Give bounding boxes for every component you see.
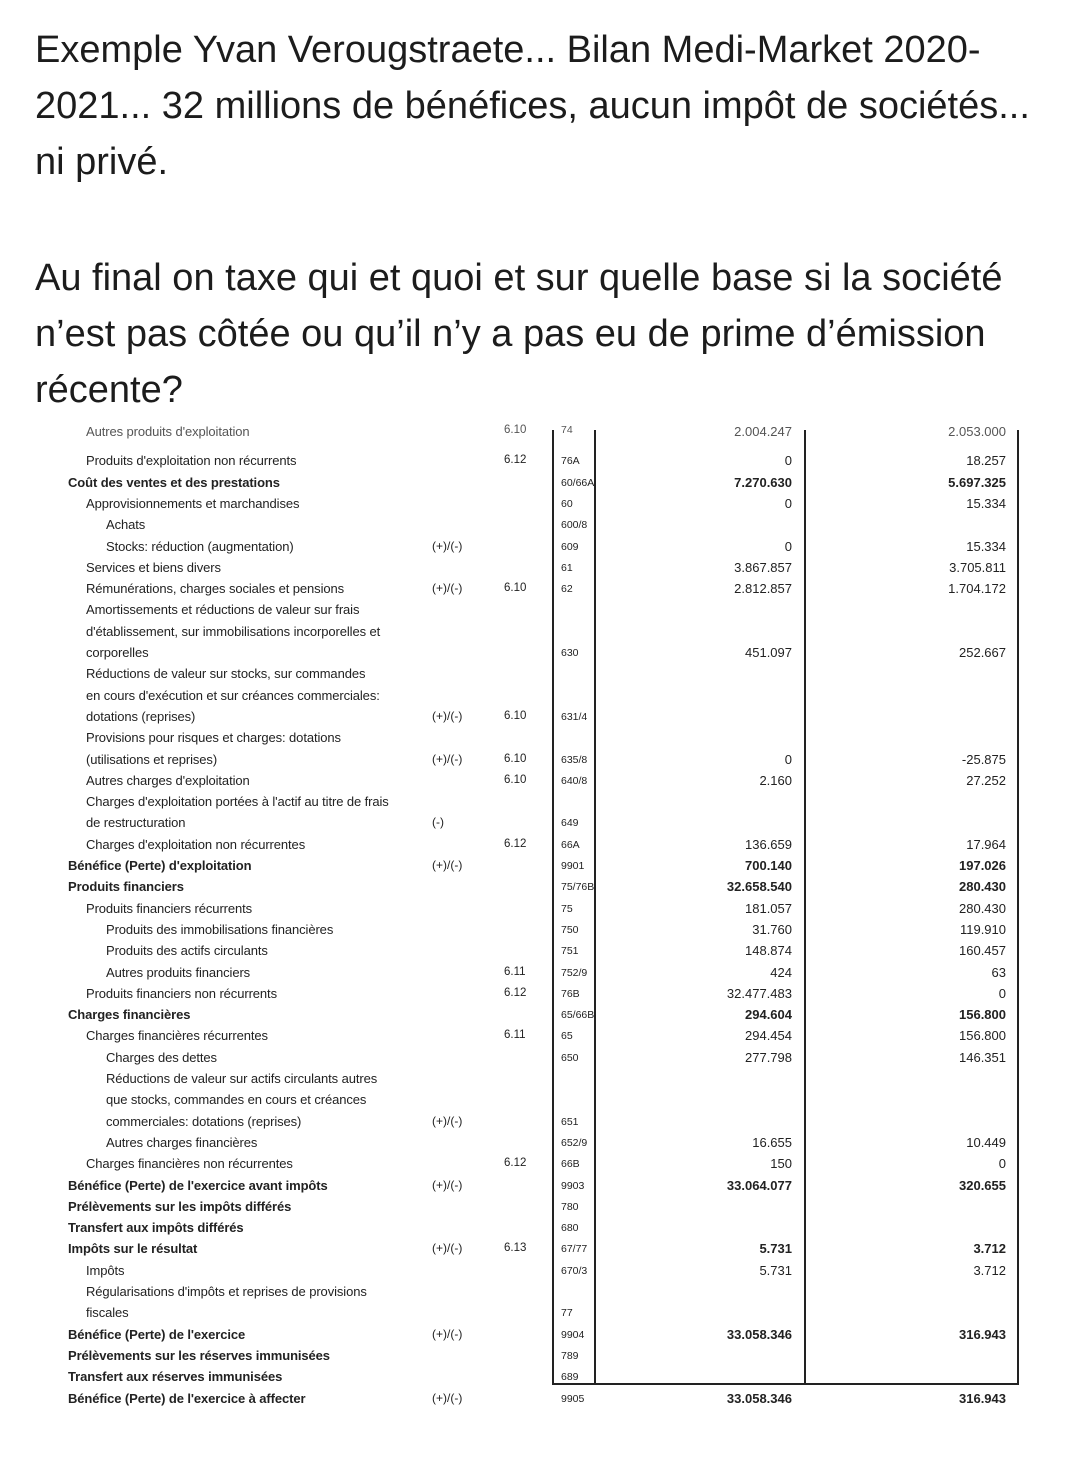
value-current-year: 700.140	[745, 858, 792, 873]
statement-row	[64, 537, 1020, 558]
row-code: 76B	[561, 987, 580, 1000]
row-code: 65	[561, 1030, 573, 1043]
statement-row	[64, 494, 1020, 515]
row-code: 9904	[561, 1328, 585, 1341]
statement-row	[64, 877, 1020, 898]
value-previous-year: 0	[998, 985, 1006, 1001]
value-current-year: 294.604	[745, 1007, 792, 1023]
row-code: 66B	[561, 1158, 580, 1171]
row-label: Prélèvements sur les impôts différés	[68, 1198, 292, 1214]
value-current-year: 2.812.857	[734, 581, 792, 597]
row-label: Charges d'exploitation non récurrentes	[86, 836, 306, 852]
statement-row	[64, 1389, 1020, 1410]
value-previous-year: 2.053.000	[948, 424, 1006, 439]
row-code: 66A	[561, 838, 580, 851]
row-label: Achats	[106, 517, 146, 533]
row-label: Produits financiers	[68, 879, 184, 895]
row-label: Produits financiers non récurrents	[86, 985, 277, 1001]
row-code: 9901	[561, 860, 585, 872]
value-current-year: 32.477.483	[726, 985, 792, 1001]
statement-row	[64, 1303, 1020, 1324]
statement-row	[64, 750, 1020, 771]
statement-row	[64, 1176, 1020, 1197]
statement-row	[64, 473, 1020, 494]
value-current-year: 424	[770, 964, 792, 980]
row-sign: (+)/(-)	[432, 751, 463, 766]
row-label: Produits d'exploitation non récurrents	[86, 453, 297, 469]
row-code: 680	[561, 1222, 579, 1235]
row-code: 62	[561, 583, 573, 596]
row-note: 6.10	[504, 752, 527, 765]
row-code: 75/76B	[561, 881, 595, 894]
row-label: Charges des dettes	[106, 1049, 217, 1065]
row-label: Bénéfice (Perte) de l'exercice avant impôts	[68, 1177, 328, 1193]
value-previous-year: 119.910	[959, 921, 1006, 937]
statement-row	[64, 600, 1020, 621]
value-previous-year: 252.667	[959, 645, 1006, 660]
row-label: Bénéfice (Perte) de l'exercice à affecter	[68, 1390, 306, 1406]
statement-row	[64, 963, 1020, 984]
statement-row	[64, 1197, 1020, 1218]
statement-row	[64, 1112, 1020, 1133]
value-previous-year: 156.800	[959, 1028, 1006, 1044]
statement-row	[64, 984, 1020, 1005]
row-code: 65/66B	[561, 1009, 595, 1022]
row-sign: (+)/(-)	[432, 1177, 463, 1192]
value-current-year: 150	[770, 1156, 792, 1172]
row-label: Réductions de valeur sur stocks, sur commandes	[86, 666, 366, 682]
value-current-year: 33.058.346	[726, 1326, 792, 1342]
row-label: Bénéfice (Perte) d'exploitation	[68, 858, 252, 873]
row-label: Produits des actifs circulants	[106, 943, 268, 959]
statement-row	[64, 792, 1020, 813]
row-code: 750	[561, 923, 579, 936]
statement-row	[64, 515, 1020, 536]
statement-row	[64, 579, 1020, 600]
row-code: 751	[561, 945, 579, 958]
value-current-year: 7.270.630	[734, 474, 792, 490]
row-label: Approvisionnements et marchandises	[86, 495, 300, 511]
row-sign: (+)/(-)	[432, 708, 463, 723]
statement-row	[64, 1239, 1020, 1260]
row-label: Produits des immobilisations financières	[106, 921, 334, 937]
row-label: (utilisations et reprises)	[86, 751, 218, 767]
value-previous-year: 63	[991, 964, 1006, 980]
row-label: Charges financières	[68, 1007, 191, 1023]
statement-row	[64, 1069, 1020, 1090]
income-statement-image	[64, 424, 1020, 1468]
row-label: Impôts	[86, 1262, 125, 1278]
row-label: commerciales: dotations (reprises)	[106, 1113, 302, 1129]
statement-row	[64, 424, 1020, 451]
row-note: 6.10	[504, 424, 527, 436]
statement-row	[64, 1367, 1020, 1388]
row-code: 635/8	[561, 753, 588, 766]
value-previous-year: 3.712	[973, 1262, 1006, 1278]
value-previous-year: 316.943	[959, 1326, 1006, 1342]
row-code: 67/77	[561, 1243, 588, 1256]
value-previous-year: 320.655	[959, 1177, 1006, 1193]
value-previous-year: 280.430	[959, 900, 1006, 916]
row-label: Charges financières non récurrentes	[86, 1156, 293, 1172]
statement-row	[64, 920, 1020, 941]
row-code: 670/3	[561, 1264, 588, 1277]
value-current-year: 33.058.346	[726, 1390, 792, 1406]
row-label: fiscales	[86, 1305, 129, 1321]
row-label: Autres produits d'exploitation	[86, 424, 250, 439]
value-previous-year: 0	[998, 1156, 1006, 1172]
statement-row	[64, 813, 1020, 834]
statement-row	[64, 1325, 1020, 1346]
row-note: 6.12	[504, 454, 527, 467]
statement-row	[64, 1218, 1020, 1239]
row-label: Prélèvements sur les réserves immunisées	[68, 1347, 330, 1363]
row-label: Transfert aux impôts différés	[68, 1220, 244, 1236]
row-code: 9903	[561, 1179, 585, 1192]
row-label: Produits financiers récurrents	[86, 900, 253, 916]
statement-row	[64, 1282, 1020, 1303]
value-current-year: 136.659	[745, 836, 792, 852]
row-note: 6.12	[504, 1157, 527, 1170]
statement-row	[64, 856, 1020, 877]
value-current-year: 294.454	[745, 1028, 792, 1044]
row-note: 6.12	[504, 837, 527, 850]
statement-row	[64, 451, 1020, 472]
row-code: 631/4	[561, 710, 588, 723]
value-current-year: 148.874	[745, 943, 792, 959]
value-current-year: 5.731	[759, 1241, 792, 1257]
row-label: Impôts sur le résultat	[68, 1241, 198, 1257]
value-previous-year: 3.712	[973, 1241, 1006, 1257]
row-note: 6.11	[504, 1029, 526, 1042]
row-code: 780	[561, 1200, 579, 1213]
value-current-year: 0	[784, 495, 792, 511]
statement-row	[64, 558, 1020, 579]
statement-row	[64, 1261, 1020, 1282]
post-text	[35, 22, 1055, 418]
row-code: 789	[561, 1349, 579, 1362]
value-current-year: 33.064.077	[726, 1177, 792, 1193]
value-current-year: 32.658.540	[726, 879, 792, 895]
statement-row	[64, 664, 1020, 685]
row-code: 74	[561, 424, 573, 436]
row-code: 650	[561, 1051, 579, 1064]
value-previous-year: 27.252	[966, 772, 1006, 788]
row-label: Amortissements et réductions de valeur sur frais	[86, 602, 360, 618]
row-sign: (+)/(-)	[432, 1390, 463, 1405]
row-label: Transfert aux réserves immunisées	[68, 1369, 283, 1385]
value-current-year: 2.004.247	[734, 424, 792, 439]
row-code: 600/8	[561, 519, 588, 532]
value-current-year: 31.760	[752, 921, 792, 937]
value-previous-year: 156.800	[959, 1007, 1006, 1023]
value-previous-year: 197.026	[959, 858, 1006, 873]
value-current-year: 3.867.857	[734, 559, 792, 575]
row-note: 6.13	[504, 1242, 527, 1255]
statement-row	[64, 1154, 1020, 1175]
row-sign: (+)/(-)	[432, 1326, 463, 1341]
statement-row	[64, 728, 1020, 749]
row-code: 75	[561, 902, 573, 915]
statement-row	[64, 622, 1020, 643]
value-previous-year: 316.943	[959, 1390, 1006, 1406]
post-paragraph-1: Exemple Yvan Verougstraete... Bilan Medi-Market 2020-2021... 32 millions de bénéfices, aucun impôt de sociétés... ni privé.	[35, 29, 1030, 183]
row-code: 651	[561, 1115, 579, 1128]
row-sign: (+)/(-)	[432, 858, 463, 872]
row-code: 630	[561, 647, 579, 659]
row-label: Provisions pour risques et charges: dotations	[86, 730, 341, 746]
statement-row	[64, 707, 1020, 728]
value-current-year: 2.160	[759, 772, 792, 788]
statement-row	[64, 899, 1020, 920]
row-sign: (+)/(-)	[432, 1113, 463, 1128]
value-previous-year: 17.964	[966, 836, 1006, 852]
row-code: 9905	[561, 1392, 585, 1405]
row-label: Bénéfice (Perte) de l'exercice	[68, 1326, 246, 1342]
row-label: que stocks, commandes en cours et créances	[106, 1092, 367, 1108]
row-label: Charges d'exploitation portées à l'actif au titre de frais	[86, 794, 389, 810]
value-previous-year: 5.697.325	[948, 474, 1006, 490]
value-current-year: 0	[784, 751, 792, 767]
row-sign: (+)/(-)	[432, 581, 463, 596]
row-sign: (+)/(-)	[432, 538, 463, 553]
row-note: 6.11	[504, 965, 526, 978]
value-previous-year: 160.457	[959, 943, 1006, 959]
row-label: corporelles	[86, 645, 149, 660]
value-current-year: 5.731	[759, 1262, 792, 1278]
statement-row	[64, 1090, 1020, 1111]
row-label: Autres charges financières	[106, 1134, 258, 1150]
row-code: 76A	[561, 455, 580, 468]
statement-row	[64, 686, 1020, 707]
row-label: de restructuration	[86, 815, 186, 831]
value-previous-year: 3.705.811	[949, 559, 1006, 575]
statement-row	[64, 835, 1020, 856]
row-code: 649	[561, 817, 579, 830]
row-label: Coût des ventes et des prestations	[68, 474, 280, 490]
row-label: Rémunérations, charges sociales et pensions	[86, 581, 345, 597]
statement-row	[64, 1005, 1020, 1026]
row-code: 60	[561, 497, 573, 510]
row-note: 6.10	[504, 582, 527, 595]
row-sign: (-)	[432, 815, 444, 830]
row-code: 752/9	[561, 966, 588, 979]
value-previous-year: 10.449	[966, 1134, 1006, 1150]
row-code: 652/9	[561, 1136, 588, 1149]
statement-row	[64, 1133, 1020, 1154]
row-note: 6.10	[504, 709, 527, 722]
statement-row	[64, 1346, 1020, 1367]
row-label: Charges financières récurrentes	[86, 1028, 268, 1044]
row-code: 61	[561, 561, 573, 574]
row-code: 77	[561, 1307, 573, 1320]
value-previous-year: 18.257	[966, 453, 1006, 469]
row-note: 6.10	[504, 773, 527, 786]
value-current-year: 0	[784, 538, 792, 554]
row-label: Réductions de valeur sur actifs circulants autres	[106, 1071, 378, 1086]
value-previous-year: -25.875	[961, 751, 1006, 767]
row-label: Stocks: réduction (augmentation)	[106, 538, 294, 554]
statement-row	[64, 941, 1020, 962]
value-current-year: 451.097	[745, 645, 792, 660]
value-previous-year: 146.351	[959, 1049, 1006, 1065]
value-previous-year: 1.704.172	[948, 581, 1006, 597]
row-code: 60/66A	[561, 476, 595, 489]
statement-row	[64, 643, 1020, 664]
value-previous-year: 15.334	[966, 495, 1006, 511]
row-label: en cours d'exécution et sur créances commerciales:	[86, 687, 380, 703]
post-paragraph-2: Au final on taxe qui et quoi et sur quelle base si la société n’est pas côtée ou qu’il n’y a pas eu de prime d’émission récente?	[35, 257, 1003, 411]
row-label: Services et biens divers	[86, 559, 221, 575]
row-note: 6.12	[504, 986, 527, 999]
row-label: Autres produits financiers	[106, 964, 251, 980]
value-current-year: 0	[784, 453, 792, 469]
statement-row	[64, 771, 1020, 792]
row-label: Régularisations d'impôts et reprises de provisions	[86, 1284, 367, 1299]
statement-row	[64, 1048, 1020, 1069]
row-code: 640/8	[561, 774, 588, 787]
value-current-year: 277.798	[745, 1049, 792, 1065]
value-current-year: 16.655	[752, 1134, 792, 1150]
value-previous-year: 15.334	[966, 538, 1006, 554]
row-label: Autres charges d'exploitation	[86, 772, 250, 788]
row-code: 689	[561, 1371, 579, 1384]
statement-row	[64, 1026, 1020, 1047]
row-label: d'établissement, sur immobilisations incorporelles et	[86, 623, 381, 639]
value-previous-year: 280.430	[959, 879, 1006, 895]
row-label: dotations (reprises)	[86, 708, 196, 724]
value-current-year: 181.057	[745, 900, 792, 916]
row-sign: (+)/(-)	[432, 1241, 463, 1256]
row-code: 609	[561, 540, 579, 553]
